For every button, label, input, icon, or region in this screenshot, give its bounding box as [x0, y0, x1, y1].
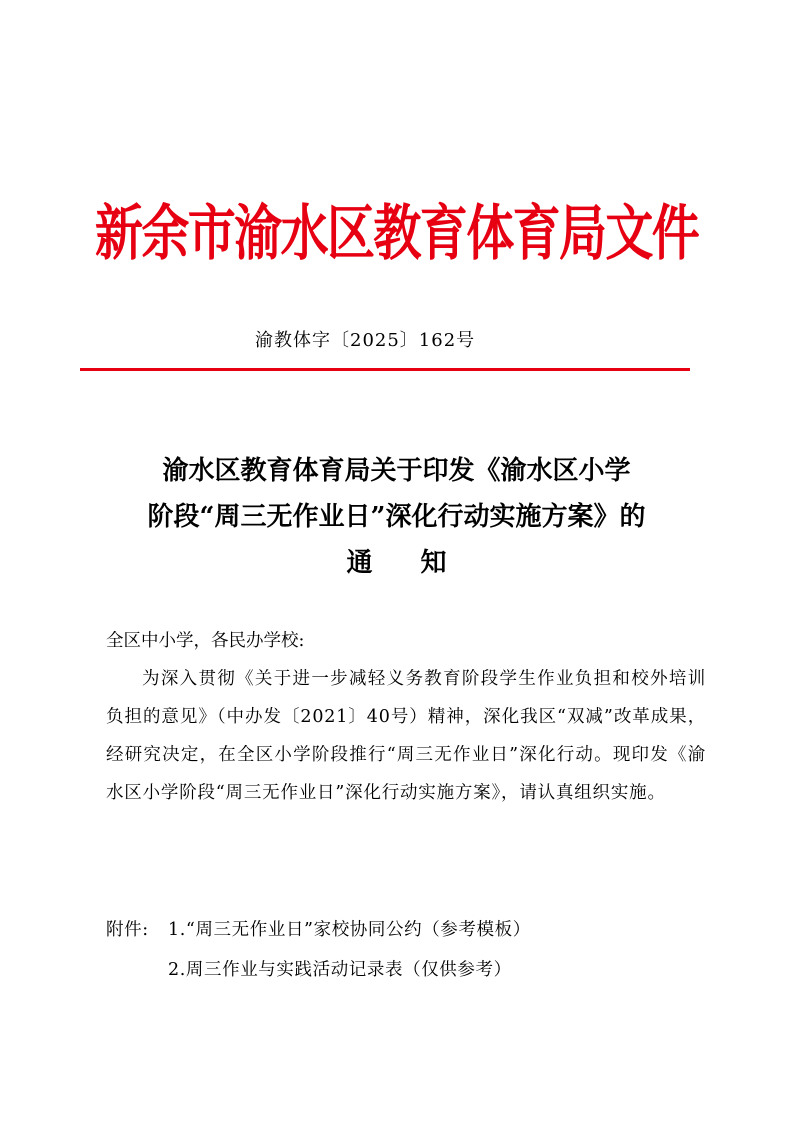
body-paragraph: 为深入贯彻《关于进一步减轻义务教育阶段学生作业负担和校外培训负担的意见》（中办发〔2021〕40号）精神，深化我区“双减”改革成果，经研究决定，在全区小学阶段推行“周三无作业日”深化行动。现印发《渝水区小学阶段“周三无作业日”深化行动实施方案》，请认真组织实施。 — [106, 669, 706, 803]
attachment-item: 1.“周三无作业日”家校协同公约（参考模板） — [168, 920, 531, 940]
red-divider-line — [80, 368, 690, 371]
attachments-label-spacer — [106, 950, 168, 990]
issuer-header-title: 新余市渝水区教育体育局文件 — [94, 199, 699, 269]
salutation: 全区中小学，各民办学校: — [106, 631, 305, 651]
attachments-section — [106, 910, 706, 990]
notice-title-line-3: 通知 — [346, 548, 495, 578]
document-number: 渝教体字〔2025〕162号 — [255, 330, 476, 351]
attachment-row-1 — [106, 910, 706, 950]
attachments-label: 附件: — [106, 920, 149, 940]
attachment-row-2 — [106, 950, 706, 990]
notice-title-line-2: 阶段“周三无作业日”深化行动实施方案》的 — [147, 502, 646, 532]
notice-title — [60, 448, 733, 586]
attachment-item: 2.周三作业与实践活动记录表（仅供参考） — [168, 960, 512, 980]
notice-body — [106, 622, 706, 812]
notice-title-line-1: 渝水区教育体育局关于印发《渝水区小学 — [162, 456, 631, 486]
